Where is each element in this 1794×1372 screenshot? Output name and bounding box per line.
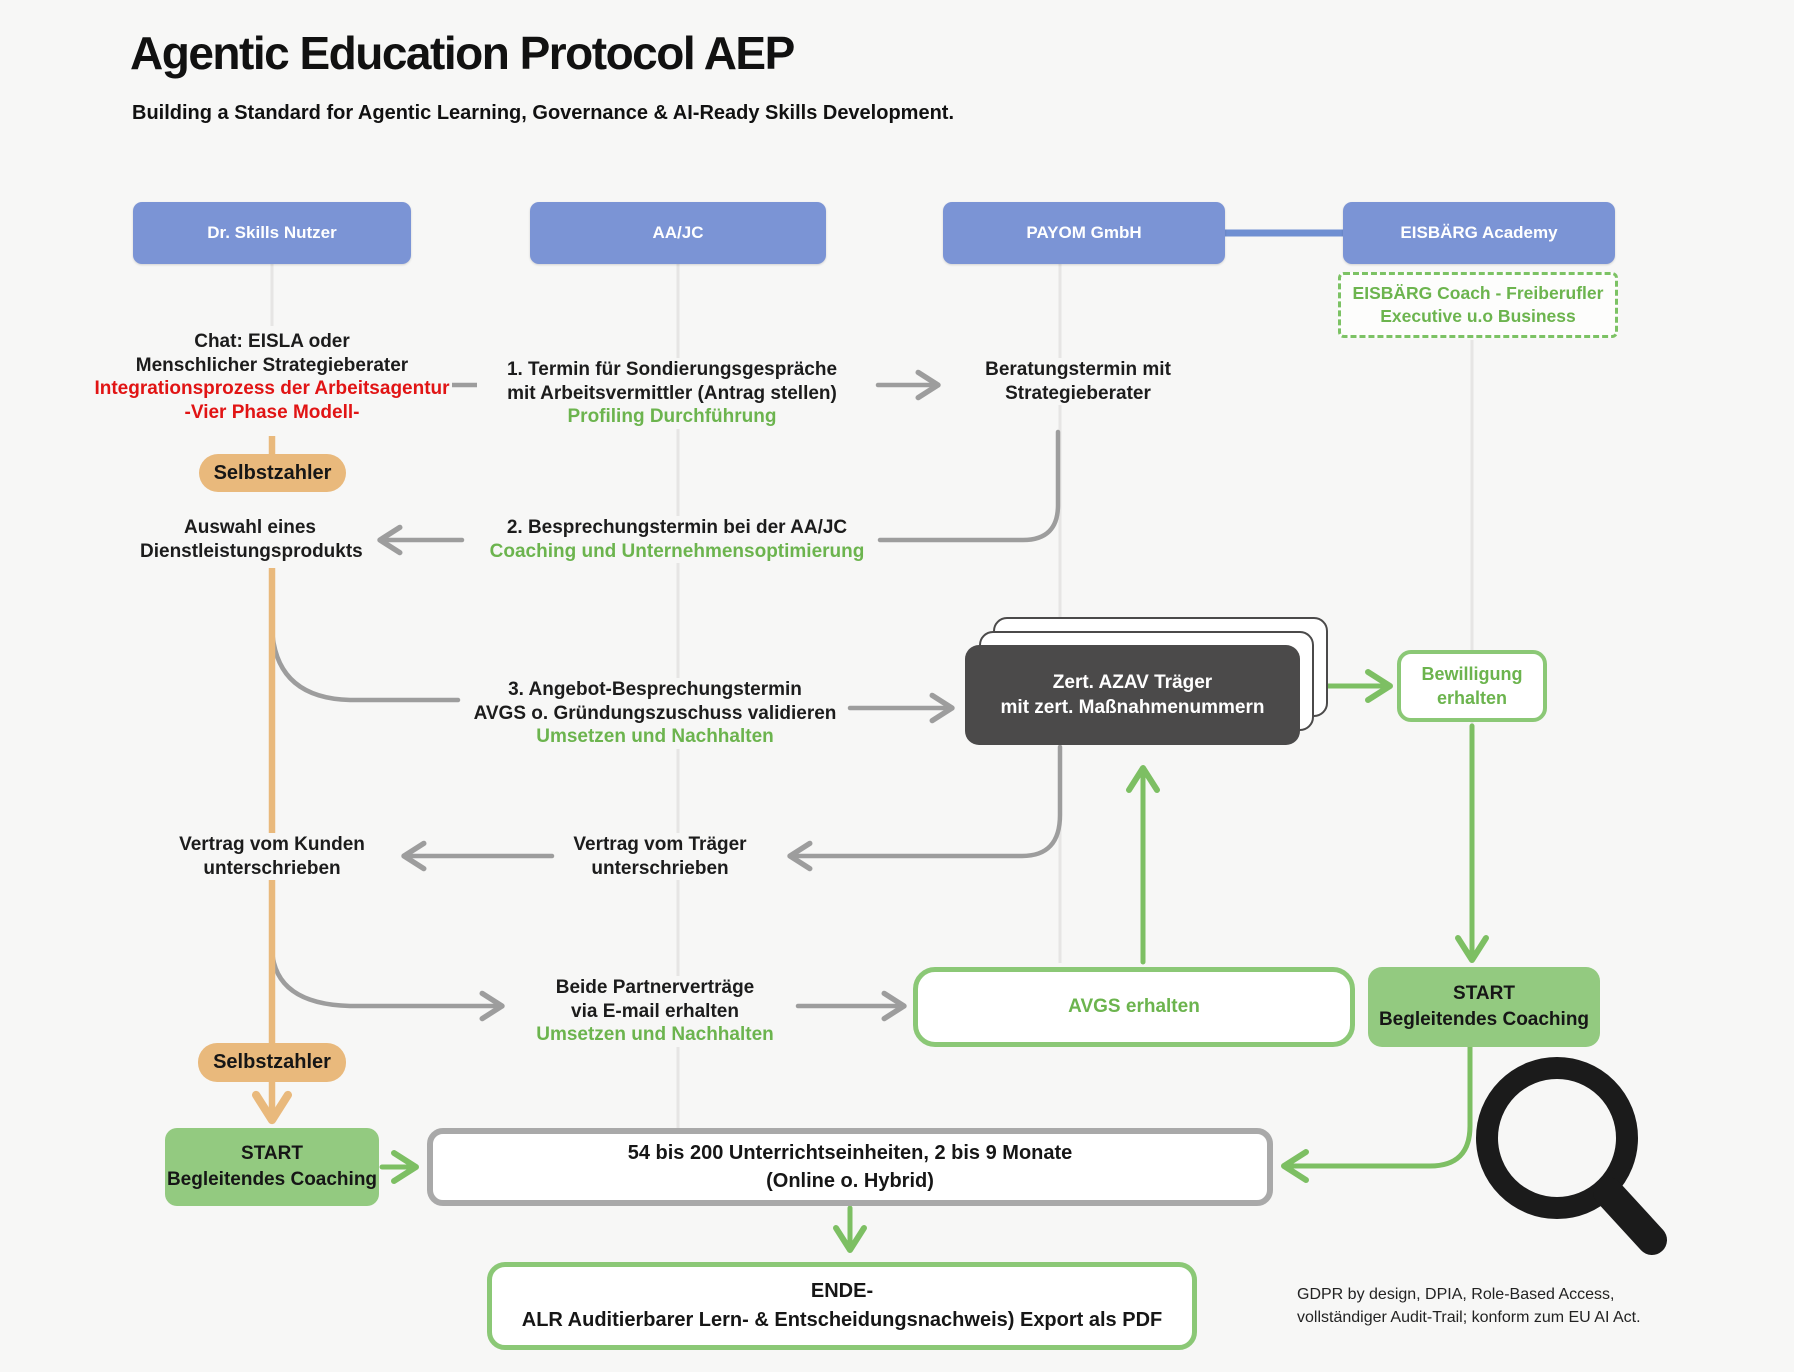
node-chat-eisla — [92, 330, 452, 424]
node-unterrichtseinheiten — [427, 1128, 1273, 1206]
beratung-line2: Strategieberater — [1005, 382, 1151, 404]
curve-kunde-to-beide — [272, 950, 502, 1006]
beide-green: Umsetzen und Nachhalten — [536, 1024, 774, 1045]
actor-label: EISBÄRG Academy — [1400, 223, 1558, 242]
node-start-coaching-left — [165, 1128, 379, 1206]
curve-start-to-units — [1284, 1047, 1470, 1166]
units-line1: 54 bis 200 Unterrichtseinheiten, 2 bis 9 Monate — [627, 1142, 1073, 1164]
auswahl-line2: Dienstleistungsprodukts — [140, 540, 363, 562]
actor-label: AA/JC — [652, 223, 704, 242]
step3-line2: AVGS o. Gründungszuschuss validieren — [473, 702, 837, 724]
start-left-line1: START — [241, 1143, 303, 1164]
vertrag-kunde-line2: unterschrieben — [203, 857, 341, 879]
ende-line2: ALR Auditierbarer Lern- & Entscheidungsnachweis) Export als PDF — [521, 1309, 1163, 1331]
badge-selbstzahler-bottom — [198, 1043, 346, 1082]
node-bewilligung — [1397, 650, 1547, 722]
page-title: Agentic Education Protocol AEP — [130, 27, 794, 79]
vertrag-traeger-line2: unterschrieben — [591, 857, 729, 879]
actor-label: PAYOM GmbH — [1026, 223, 1142, 242]
actor-aa-jc — [530, 202, 826, 264]
step1-green: Profiling Durchführung — [567, 406, 777, 427]
node-step1-termin — [477, 358, 867, 429]
node-vertrag-kunde — [172, 833, 372, 880]
curve-auswahl-to-step3 — [272, 628, 458, 700]
ende-line1: ENDE- — [810, 1280, 874, 1302]
badge-selbstzahler-top — [199, 454, 346, 492]
chat-red1: Integrationsprozess der Arbeitsagentur — [94, 378, 450, 399]
chat-line1: Chat: EISLA oder — [194, 331, 350, 352]
gdpr-footnote — [1297, 1283, 1737, 1329]
vertrag-traeger-line1: Vertrag vom Träger — [573, 834, 747, 855]
units-line2: (Online o. Hybrid) — [766, 1170, 934, 1192]
node-start-coaching-right — [1368, 967, 1600, 1047]
node-beratungstermin — [948, 358, 1208, 405]
node-vertrag-traeger — [565, 833, 755, 880]
footnote-line2: vollständiger Audit-Trail; konform zum EU AI Act. — [1297, 1309, 1641, 1326]
beratung-line1: Beratungstermin mit — [985, 359, 1171, 380]
beide-line2: via E-mail erhalten — [571, 1000, 739, 1022]
azav-line2: mit zert. Maßnahmenummern — [1000, 697, 1265, 718]
chat-line2: Menschlicher Strategieberater — [135, 354, 409, 376]
bewilligung-line1: Bewilligung — [1421, 664, 1523, 684]
node-step3-angebot — [468, 678, 842, 749]
actor-label: Dr. Skills Nutzer — [207, 223, 337, 242]
node-avgs-erhalten — [913, 967, 1355, 1047]
node-auswahl — [140, 516, 363, 563]
node-ende-export — [487, 1262, 1197, 1350]
start-left-line2: Begleitendes Coaching — [166, 1169, 378, 1190]
step3-green: Umsetzen und Nachhalten — [536, 726, 774, 747]
page-subtitle: Building a Standard for Agentic Learning, Governance & AI-Ready Skills Development. — [132, 102, 955, 124]
node-eisbarg-coach — [1338, 272, 1618, 338]
magnifying-glass-icon — [1487, 1068, 1652, 1240]
azav-line1: Zert. AZAV Träger — [1052, 672, 1213, 693]
auswahl-line1: Auswahl eines — [184, 517, 316, 538]
curve-azav-to-traeger — [790, 747, 1060, 856]
node-beide-partnervertraege — [525, 976, 785, 1047]
actor-dr-skills-nutzer — [133, 202, 411, 264]
footnote-line1: GDPR by design, DPIA, Role-Based Access, — [1297, 1286, 1615, 1303]
coach-line1: EISBÄRG Coach - Freiberufler — [1352, 283, 1604, 303]
step2-green: Coaching und Unternehmensoptimierung — [489, 540, 865, 562]
badge-label: Selbstzahler — [213, 461, 332, 484]
curve-beratung-to-step2 — [880, 432, 1058, 540]
beide-line1: Beide Partnerverträge — [555, 977, 755, 998]
actor-eisbarg-academy — [1343, 202, 1615, 264]
azav-card-front — [965, 645, 1300, 745]
coach-line2: Executive u.o Business — [1380, 306, 1576, 326]
actor-payom-gmbh — [943, 202, 1225, 264]
step1-line1: 1. Termin für Sondierungsgespräche — [506, 359, 838, 380]
node-step2-besprechung — [480, 516, 874, 563]
badge-label: Selbstzahler — [213, 1051, 331, 1073]
start-right-line2: Begleitendes Coaching — [1378, 1009, 1590, 1030]
avgs-label: AVGS erhalten — [1068, 996, 1200, 1017]
vertrag-kunde-line1: Vertrag vom Kunden — [179, 834, 365, 855]
step1-line2: mit Arbeitsvermittler (Antrag stellen) — [507, 382, 837, 404]
start-right-line1: START — [1453, 983, 1515, 1004]
step3-line1: 3. Angebot-Besprechungstermin — [508, 679, 802, 700]
bewilligung-line2: erhalten — [1436, 688, 1508, 708]
step2-line1: 2. Besprechungstermin bei der AA/JC — [506, 517, 848, 538]
chat-red2: -Vier Phase Modell- — [184, 401, 360, 423]
